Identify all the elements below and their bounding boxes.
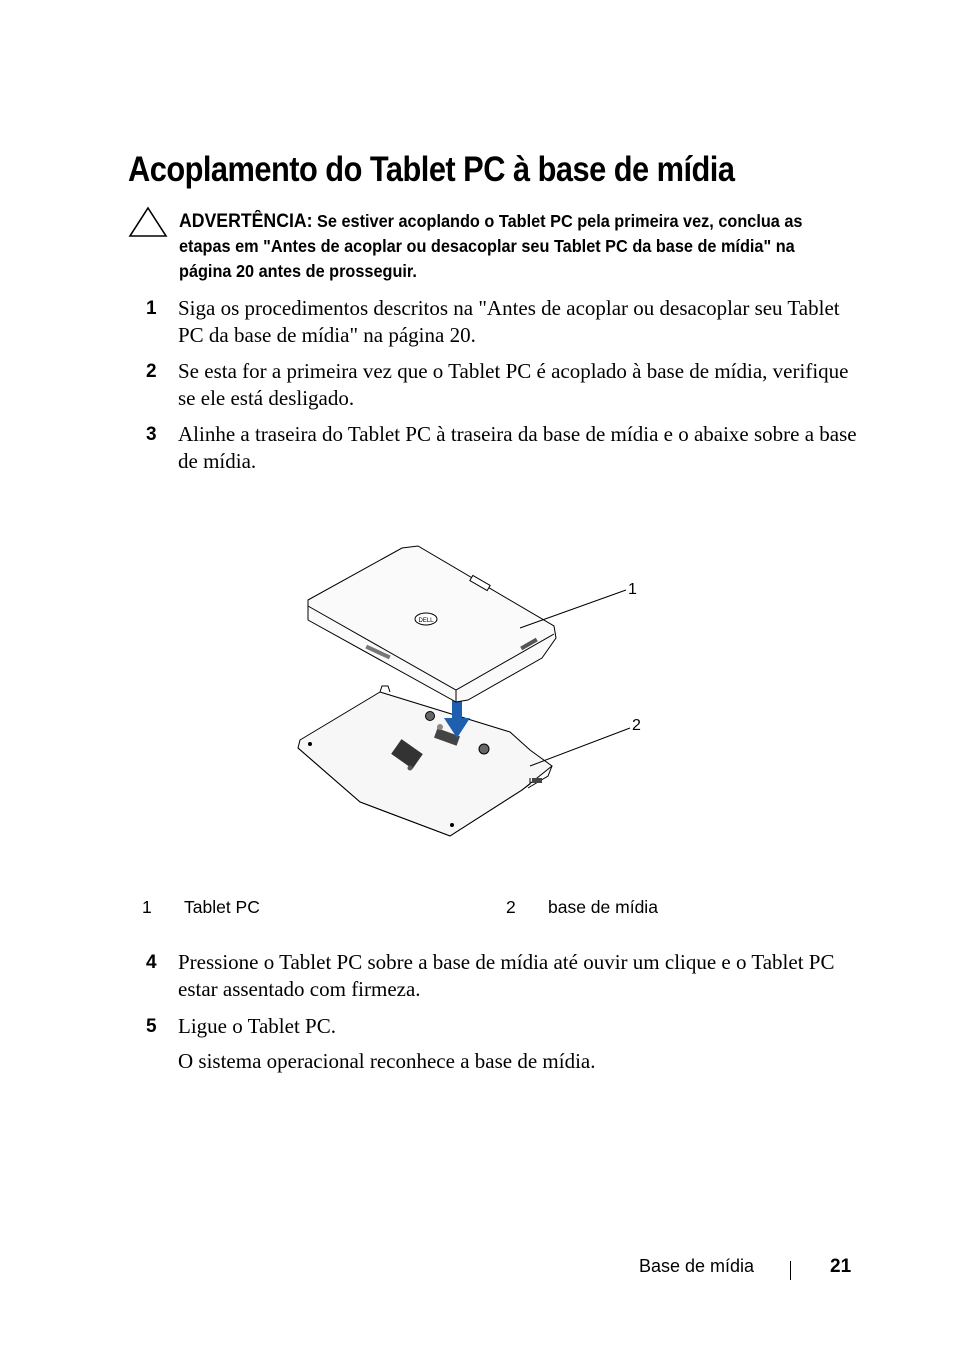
page-number: 21 (830, 1256, 852, 1277)
docking-illustration (290, 540, 660, 845)
step-text: Ligue o Tablet PC. (178, 1014, 336, 1038)
step-number: 5 (146, 1016, 157, 1037)
step-number: 4 (146, 952, 157, 973)
page-title: Acoplamento do Tablet PC à base de mídia (128, 150, 735, 189)
legend-number: 2 (506, 897, 516, 917)
footer-section-name: Base de mídia (639, 1256, 755, 1276)
warning-text-block (179, 209, 830, 284)
step-text: Se esta for a primeira vez que o Tablet PC é acoplado à base de mídia, verifique se ele está desligado. (178, 359, 849, 410)
step-5-result: O sistema operacional reconhece a base de mídia. (178, 1049, 596, 1073)
dell-logo: DELL (418, 618, 434, 624)
step-number: 2 (146, 361, 157, 382)
footer-divider (790, 1261, 791, 1280)
step-text: Siga os procedimentos descritos na "Antes de acoplar ou desacoplar seu Tablet PC da base de mídia" na página 20. (178, 296, 840, 347)
step-number: 1 (146, 298, 157, 319)
media-base-drawing (298, 686, 552, 836)
legend-number: 1 (142, 897, 152, 917)
warning-text: Se estiver acoplando o Tablet PC pela primeira vez, conclua as etapas em "Antes de acoplar ou desacoplar seu Tablet PC da base de mídia" na página 20 antes de prosseguir. (179, 211, 803, 281)
warning-triangle-icon (128, 206, 168, 238)
legend-label: Tablet PC (184, 897, 260, 917)
step-text: Alinhe a traseira do Tablet PC à traseira da base de mídia e o abaixe sobre a base de mídia. (178, 422, 857, 473)
tablet-pc-drawing (308, 546, 556, 702)
callout-1: 1 (628, 581, 637, 598)
step-number: 3 (146, 424, 157, 445)
step-text: Pressione o Tablet PC sobre a base de mídia até ouvir um clique e o Tablet PC estar assentado com firmeza. (178, 950, 835, 1001)
callout-2: 2 (632, 717, 641, 734)
legend-label: base de mídia (548, 897, 658, 917)
warning-label: ADVERTÊNCIA: (179, 211, 313, 232)
